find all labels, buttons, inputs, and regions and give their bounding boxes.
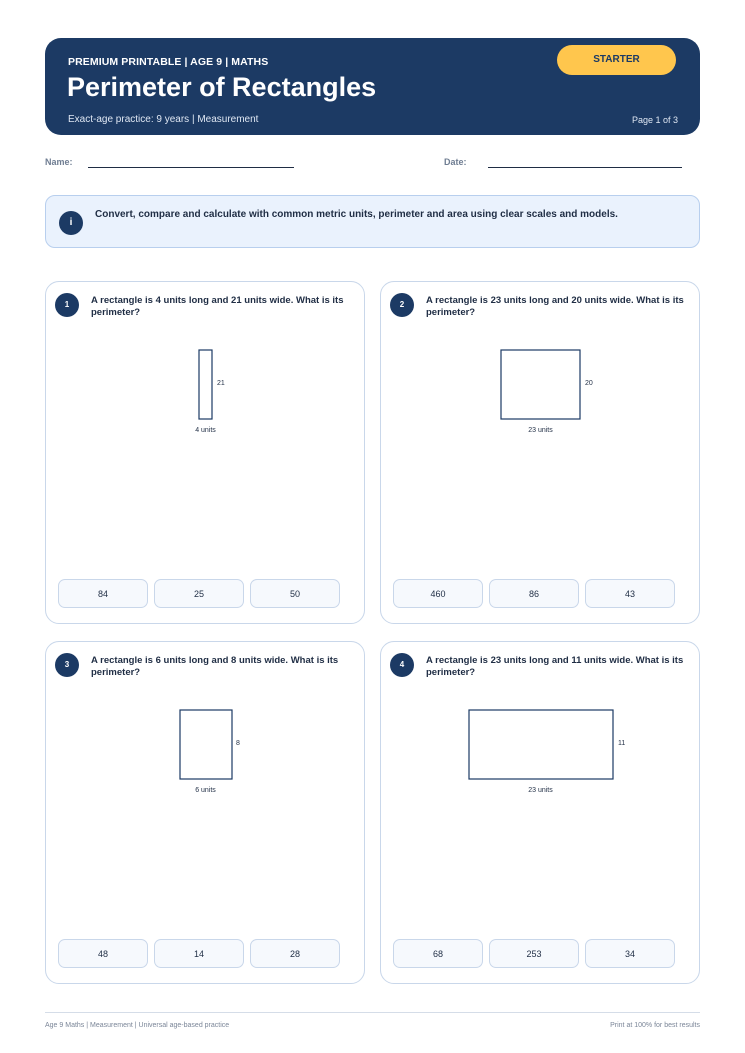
question-card-2 bbox=[380, 281, 700, 624]
answer-option[interactable]: 460 bbox=[393, 579, 483, 608]
length-label: 4 units bbox=[195, 427, 216, 434]
question-text: A rectangle is 6 units long and 8 units wide. What is its perimeter? bbox=[91, 655, 339, 678]
length-label: 6 units bbox=[195, 787, 216, 794]
answer-options bbox=[58, 939, 342, 969]
width-label: 20 bbox=[585, 380, 593, 387]
page-title: Perimeter of Rectangles bbox=[67, 72, 377, 102]
answer-option[interactable]: 34 bbox=[585, 939, 675, 968]
answer-option[interactable]: 84 bbox=[58, 579, 148, 608]
footer-divider bbox=[45, 1012, 700, 1013]
question-number: 3 bbox=[55, 653, 79, 677]
question-text: A rectangle is 23 units long and 20 units wide. What is its perimeter? bbox=[426, 295, 684, 318]
info-icon: i bbox=[59, 211, 83, 235]
answer-option[interactable]: 50 bbox=[250, 579, 340, 608]
length-label: 23 units bbox=[528, 787, 553, 794]
length-label: 23 units bbox=[528, 427, 553, 434]
answer-options bbox=[393, 579, 677, 609]
question-text: A rectangle is 23 units long and 11 units wide. What is its perimeter? bbox=[426, 655, 684, 678]
rectangle-diagram bbox=[46, 282, 366, 625]
width-label: 8 bbox=[236, 740, 240, 747]
question-number: 1 bbox=[55, 293, 79, 317]
date-label: Date: bbox=[444, 157, 467, 167]
answer-option[interactable]: 253 bbox=[489, 939, 579, 968]
info-banner bbox=[45, 195, 700, 248]
rectangle-diagram bbox=[46, 642, 366, 985]
name-line[interactable] bbox=[88, 167, 294, 168]
answer-option[interactable]: 14 bbox=[154, 939, 244, 968]
answer-option[interactable]: 68 bbox=[393, 939, 483, 968]
header-eyebrow: PREMIUM PRINTABLE | AGE 9 | MATHS bbox=[68, 56, 269, 68]
question-number: 2 bbox=[390, 293, 414, 317]
question-card-3 bbox=[45, 641, 365, 984]
width-label: 21 bbox=[217, 380, 225, 387]
answer-option[interactable]: 43 bbox=[585, 579, 675, 608]
info-text: Convert, compare and calculate with common metric units, perimeter and area using clear scales and models. bbox=[95, 209, 618, 220]
rectangle-shape bbox=[469, 710, 613, 779]
header-subtitle: Exact-age practice: 9 years | Measurement bbox=[68, 114, 259, 125]
answer-option[interactable]: 48 bbox=[58, 939, 148, 968]
rectangle-shape bbox=[180, 710, 232, 779]
question-card-4 bbox=[380, 641, 700, 984]
answer-option[interactable]: 86 bbox=[489, 579, 579, 608]
question-card-1 bbox=[45, 281, 365, 624]
name-label: Name: bbox=[45, 157, 73, 167]
rectangle-diagram bbox=[381, 642, 701, 985]
rectangle-diagram bbox=[381, 282, 701, 625]
question-text: A rectangle is 4 units long and 21 units wide. What is its perimeter? bbox=[91, 295, 344, 318]
answer-options bbox=[393, 939, 677, 969]
answer-option[interactable]: 28 bbox=[250, 939, 340, 968]
worksheet-header bbox=[45, 38, 700, 135]
page-indicator: Page 1 of 3 bbox=[631, 115, 678, 125]
footer-left-text: Age 9 Maths | Measurement | Universal age-based practice bbox=[45, 1022, 230, 1029]
level-badge: STARTER bbox=[557, 45, 676, 75]
width-label: 11 bbox=[618, 740, 626, 747]
question-number: 4 bbox=[390, 653, 414, 677]
rectangle-shape bbox=[501, 350, 580, 419]
rectangle-shape bbox=[199, 350, 212, 419]
answer-option[interactable]: 25 bbox=[154, 579, 244, 608]
answer-options bbox=[58, 579, 342, 609]
footer-right-text: Print at 100% for best results bbox=[610, 1022, 700, 1029]
date-line[interactable] bbox=[488, 167, 682, 168]
